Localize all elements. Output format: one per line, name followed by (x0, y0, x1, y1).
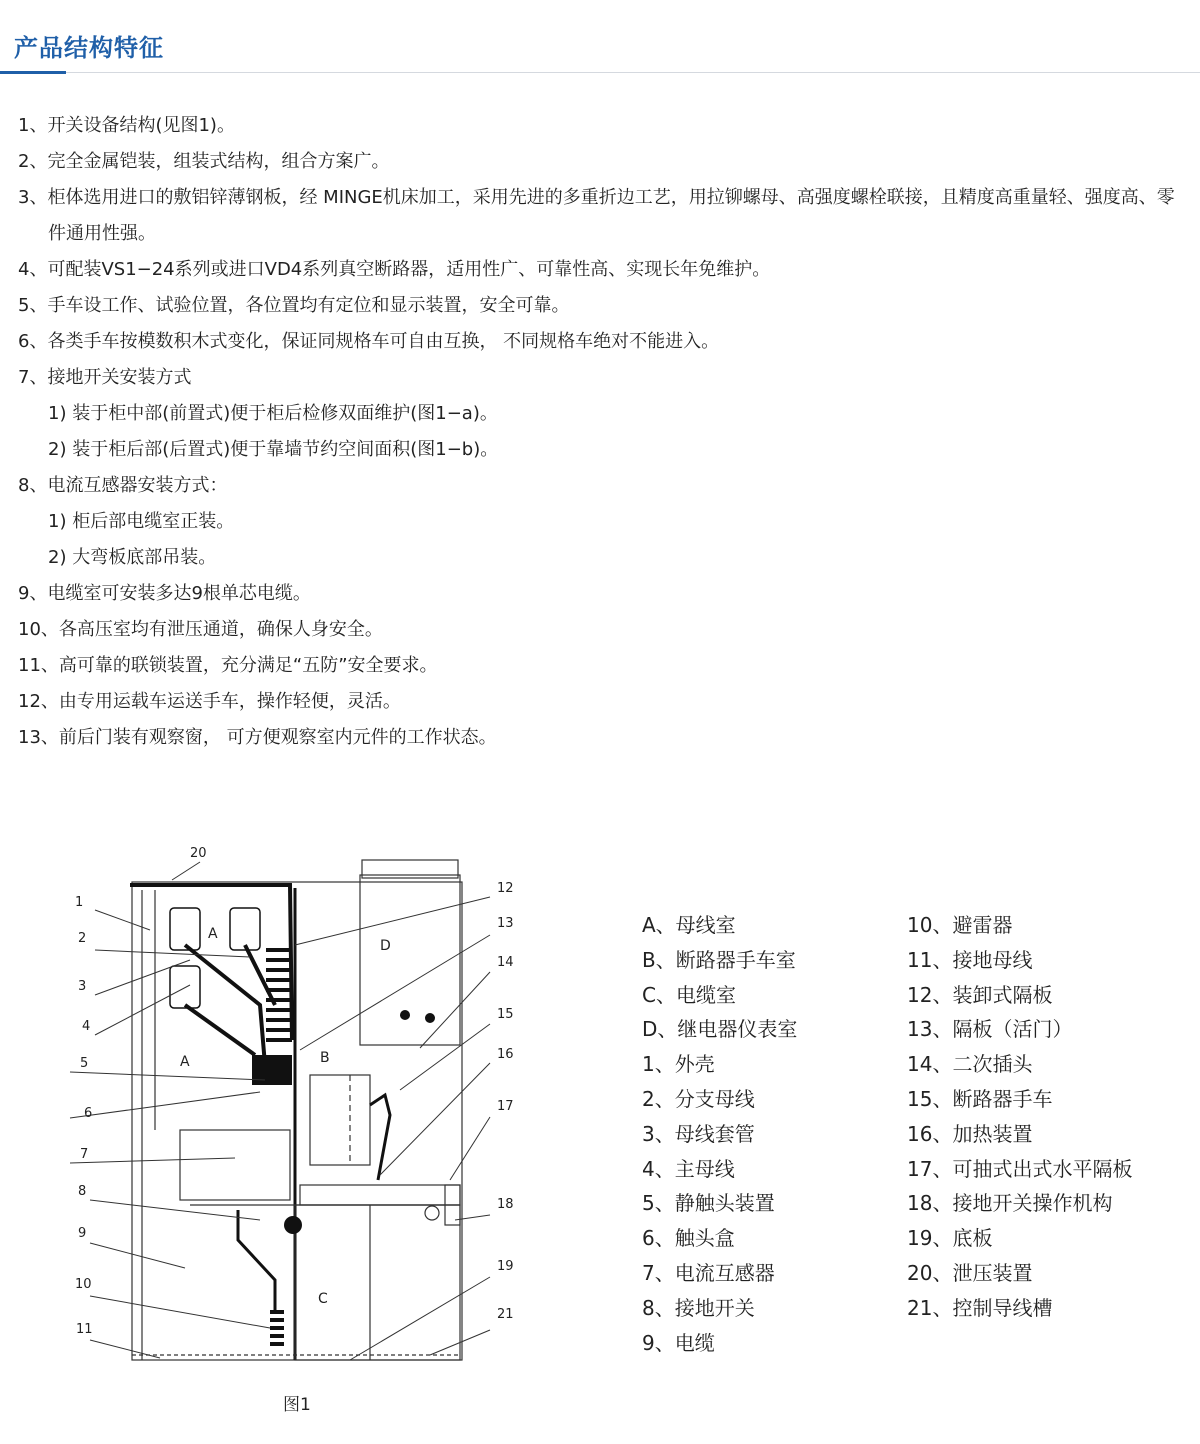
feature-item: 10、各高压室均有泄压通道，确保人身安全。 (18, 619, 383, 640)
feature-item: 8、电流互感器安装方式： (18, 475, 228, 496)
diagram-label: 3 (78, 979, 87, 994)
diagram-label: 19 (497, 1259, 514, 1274)
legend-item: 1、外壳 (642, 1052, 715, 1077)
compartment-label-c: C (318, 1291, 328, 1307)
page-header (0, 0, 1200, 80)
feature-item: 5、手车设工作、试验位置，各位置均有定位和显示装置，安全可靠。 (18, 295, 570, 316)
compartment-label-a-top: A (208, 926, 218, 942)
legend-item: C、电缆室 (642, 982, 736, 1007)
legend-item: A、母线室 (642, 913, 736, 937)
header-accent-bar (0, 71, 66, 74)
diagram-label: 10 (75, 1277, 92, 1292)
legend-item: 14、二次插头 (907, 1052, 1033, 1077)
feature-subitem: 2) 装于柜后部(后置式)便于靠墙节约空间面积(图1−b)。 (48, 439, 499, 460)
legend-column-1 (642, 910, 797, 1362)
legend-item: 16、加热装置 (907, 1121, 1033, 1146)
legend-item: 3、母线套管 (642, 1121, 755, 1146)
legend-item: 18、接地开关操作机构 (907, 1191, 1113, 1216)
diagram-label: 18 (497, 1197, 514, 1212)
feature-subitem: 1) 柜后部电缆室正装。 (48, 511, 235, 532)
legend-item: 19、底板 (907, 1226, 993, 1251)
legend-item: 21、控制导线槽 (907, 1295, 1053, 1320)
relay-compartment (360, 875, 460, 1045)
legend-item: 2、分支母线 (642, 1086, 755, 1111)
compartment-label-b: B (320, 1050, 330, 1066)
feature-item: 3、柜体选用进口的敷铝锌薄钢板，经 MINGE机床加工，采用先进的多重折边工艺，用拉铆螺母、高强度螺栓联接，且精度高重量轻、强度高、零件通用性强。 (18, 187, 1175, 244)
legend-item: B、断路器手车室 (642, 947, 796, 972)
diagram-label: 5 (80, 1056, 89, 1071)
feature-item: 13、前后门装有观察窗， 可方便观察室内元件的工作状态。 (18, 727, 497, 748)
legend-item: 10、避雷器 (907, 913, 1013, 937)
legend-item: 11、接地母线 (907, 947, 1033, 972)
diagram-label: 14 (497, 955, 514, 970)
diagram-label: 20 (190, 846, 207, 861)
diagram-label: 1 (75, 895, 84, 910)
diagram-label: 6 (84, 1106, 93, 1121)
diagram-label: 11 (76, 1322, 93, 1337)
legend-item: 13、隔板（活门） (907, 1017, 1073, 1042)
feature-item: 1、开关设备结构(见图1)。 (18, 115, 235, 136)
legend-item: 5、静触头装置 (642, 1191, 775, 1216)
page-title: 产品结构特征 (14, 34, 164, 62)
legend-column-2 (907, 910, 1132, 1328)
legend-item: D、继电器仪表室 (642, 1017, 798, 1042)
legend-item: 6、触头盒 (642, 1226, 735, 1251)
feature-subitem: 2) 大弯板底部吊装。 (48, 547, 217, 568)
diagram-label: 8 (78, 1184, 87, 1199)
diagram-label: 2 (78, 931, 87, 946)
diagram-label: 15 (497, 1007, 514, 1022)
diagram-label: 4 (82, 1019, 91, 1034)
feature-item: 7、接地开关安装方式 (18, 367, 192, 388)
diagram-label: 17 (497, 1099, 514, 1114)
compartment-label-d: D (380, 938, 391, 954)
diagram-label: 9 (78, 1226, 87, 1241)
legend-item: 8、接地开关 (642, 1295, 755, 1320)
compartment-label-a: A (180, 1054, 190, 1070)
legend-item: 12、装卸式隔板 (907, 982, 1053, 1007)
legend-item: 4、主母线 (642, 1156, 735, 1181)
legend-item: 17、可抽式出式水平隔板 (907, 1156, 1133, 1181)
feature-list (18, 108, 1188, 756)
legend-item: 7、电流互感器 (642, 1260, 775, 1285)
pressure-relief-path (130, 885, 292, 1040)
feature-item: 6、各类手车按模数积木式变化，保证同规格车可自由互换， 不同规格车绝对不能进入。 (18, 331, 720, 352)
diagram-label: 21 (497, 1307, 514, 1322)
feature-item: 9、电缆室可安装多达9根单芯电缆。 (18, 583, 311, 604)
header-divider (0, 72, 1200, 73)
diagram-label: 12 (497, 881, 514, 896)
feature-item: 4、可配装VS1−24系列或进口VD4系列真空断路器，适用性广、可靠性高、实现长年免维护。 (18, 259, 771, 280)
feature-subitem: 1) 装于柜中部(前置式)便于柜后检修双面维护(图1−a)。 (48, 403, 498, 424)
switchgear-diagram (60, 840, 580, 1420)
legend-item: 9、电缆 (642, 1330, 715, 1355)
diagram-label: 16 (497, 1047, 514, 1062)
feature-item: 11、高可靠的联锁装置，充分满足“五防”安全要求。 (18, 655, 438, 676)
legend-item: 20、泄压装置 (907, 1260, 1033, 1285)
legend-item: 15、断路器手车 (907, 1086, 1053, 1111)
feature-item: 12、由专用运载车运送手车，操作轻便，灵活。 (18, 691, 401, 712)
diagram-label: 13 (497, 916, 514, 931)
diagram-label: 7 (80, 1147, 89, 1162)
figure-caption: 图1 (283, 1395, 311, 1415)
feature-item: 2、完全金属铠装，组装式结构，组合方案广。 (18, 151, 390, 172)
